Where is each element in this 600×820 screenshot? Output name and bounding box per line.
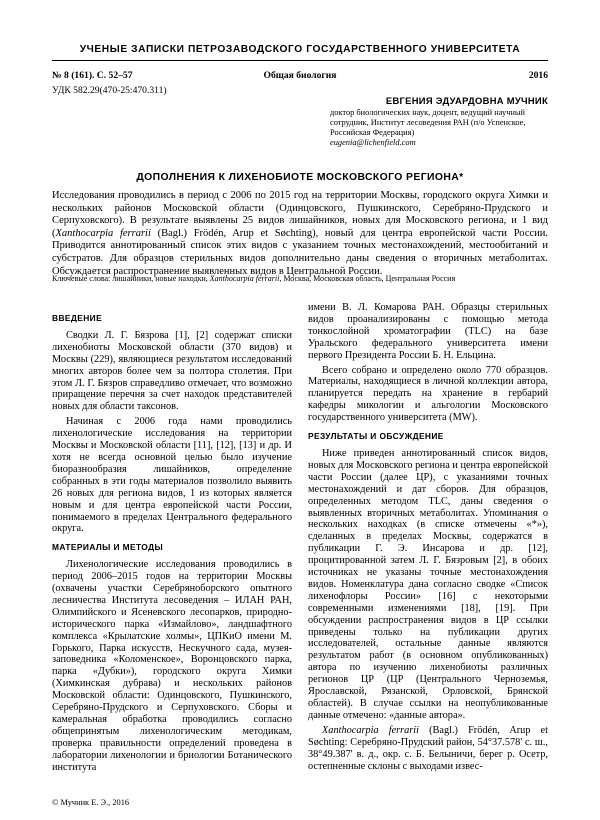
methods-paragraph-continued: имени В. Л. Комарова РАН. Образцы стерильных видов проанализированы с помощью метода тонкослойной хроматографии (TLC) на базе Уральского федерального университета имени первого Президента России Б. Н. Ельцина. xyxy=(308,302,548,361)
abstract-species-name: Xanthocarpia ferrarii xyxy=(55,227,151,239)
section-name: Общая биология xyxy=(263,70,337,81)
header-rule xyxy=(52,60,548,61)
author-email[interactable]: eugenia@lichenfield.com xyxy=(330,138,416,147)
copyright: © Мучник Е. Э., 2016 xyxy=(52,798,130,807)
issue-number: № 8 (161). С. 52–57 xyxy=(52,70,133,81)
results-heading: РЕЗУЛЬТАТЫ И ОБСУЖДЕНИЕ xyxy=(308,431,444,442)
journal-title: УЧЕНЫЕ ЗАПИСКИ ПЕТРОЗАВОДСКОГО ГОСУДАРСТВЕННОГО УНИВЕРСИТЕТА xyxy=(79,44,521,55)
methods-heading: МАТЕРИАЛЫ И МЕТОДЫ xyxy=(52,542,164,553)
intro-paragraph-1: Сводки Л. Г. Бязрова [1], [2] содержат списки лихенобиоты Московской области (370 видов) и Москвы (229), являющиеся результатом исследований многих авторов более чем за полтора столетия. При этом Л. Г. Бязров справедливо отмечает, что возможно приращение перечня за счет находок представителей новых для области таксонов. xyxy=(52,329,292,413)
intro-heading: ВВЕДЕНИЕ xyxy=(52,313,103,323)
species-entry: Xanthocarpia ferrarii (Bagl.) Frödén, Arup et Søchting: Серебряно-Прудский район, 54°37.578' с. ш., 38°49.387' в. д., окр. с. Б. Белыничи, берег р. Осетр, остепненные склоны с выходами извес- xyxy=(308,724,548,772)
species-name: Xanthocarpia ferrarii xyxy=(322,724,420,736)
methods-paragraph-2: Всего собрано и определено около 770 образцов. Материалы, находящиеся в личной коллекции автора, планируется передать на хранение в гербарий кафедры микологии и альгологии Московского государственного университета (MW). xyxy=(308,364,548,424)
intro-paragraph-2: Начиная с 2006 года нами проводились лихенологические исследования на территории Москвы и Московской области [11], [12], [13] и др. И хотя не всегда основной целью было изучение биоразнообразия лишайников, определение собранных в эти годы материалов позволило выявить 26 новых для региона видов, 1 из которых является новым и для центра европейской части России, понимаемого в пределах Центрального федерального округа. xyxy=(52,416,292,535)
keywords-species-name: Xanthocarpia ferrarii xyxy=(209,274,280,283)
methods-paragraph-1: Лихенологические исследования проводились в период 2006–2015 годов на территории Москвы (охвачены участки Серебряноборского опытного лесничества Института лесоведения – ИЛАН РАН, Олимпийского и Ясеневского лесопарков, природно-исторического парка «Измайлово», ландшафтного комплекса «Крылатские холмы», ЦПКиО имени М. Горького, Парка искусств, Нескучного сада, музея-заповедника «Коломенское», Воронцовского парка, парка «Дубки»), городского округа Химки (Химкинская дубрава) и нескольких районов Московской области: Одинцовского, Пушкинского, Серебряно-Прудского и Серпуховского. Сборы и камеральная обработка проводились согласно общепринятым лихенологическим методикам, проверка правильности определений проведена в лаборатории лихенологии и бриологии Ботанического института xyxy=(52,559,292,773)
article-title: ДОПОЛНЕНИЯ К ЛИХЕНОБИОТЕ МОСКОВСКОГО РЕГИОНА* xyxy=(136,172,464,183)
abstract: Исследования проводились в период с 2006 по 2015 год на территории Москвы, городского округа Химки и нескольких районов Московской области (Одинцовского, Пушкинского, Серебряно-Прудского и Серпуховского). В результате выявлены 25 видов лишайников, новых для Московского региона, и 1 вид (Xanthocarpia ferrarii (Bagl.) Frödén, Arup et Søchting), новый для центра европейской части России. Приводится аннотированный список этих видов с указанием точных местонахождений, местообитаний и субстратов. Для образцов стерильных видов дополнительно даны сведения о вторичных метаболитах. Обсуждается распространение выявленных видов в Центральной России. xyxy=(52,190,548,277)
author-block xyxy=(330,96,548,148)
results-paragraph-1: Ниже приведен аннотированный список видов, новых для Московского региона и центра европейской части России (далее ЦР), с указаниями точных местонахождений и дат сборов. Для образцов, определенных методом TLC, даны сведения о выявленных вторичных метаболитах. Упоминания о нескольких находках (в списке отмечены «*»), сделанных в пределах Москвы, содержатся в публикации Г. Э. Инсарова и др. [12], процитированной затем Л. Г. Бязровым [2], в обоих источниках не указаны точные местонахождения видов. Номенклатура дана согласно сводке «Список лихенофлоры России» [16] с некоторыми современными изменениями [18], [19]. При обсуждении распространения видов в ЦР ссылки приведены только на публикации других исследователей, остальные данные являются результатом работ (в основном опубликованных) автора по изучению лихенобиоты различных регионов ЦР (ЦР (Центрального Черноземья, Ярославской, Рязанской, Орловской, Брянской областей). В случае ссылки на неопубликованные данные отмечено: «данные автора». xyxy=(308,447,548,721)
author-name: ЕВГЕНИЯ ЭДУАРДОВНА МУЧНИК xyxy=(385,95,548,106)
udk-code: УДК 582.29(470-25:470.311) xyxy=(52,85,167,96)
right-column xyxy=(308,302,548,775)
issue-row xyxy=(52,70,548,84)
author-affiliation: доктор биологических наук, доцент, ведущий научный сотрудник, Институт лесоведения РАН (п/о Успенское, Российская Федерация) xyxy=(330,108,526,137)
keywords: Ключевые слова: лишайники, новые находки, Xanthocarpia ferrarii, Москва, Московская область, Центральная Россия xyxy=(52,274,456,283)
issue-year: 2016 xyxy=(528,70,548,81)
left-column xyxy=(52,306,292,777)
